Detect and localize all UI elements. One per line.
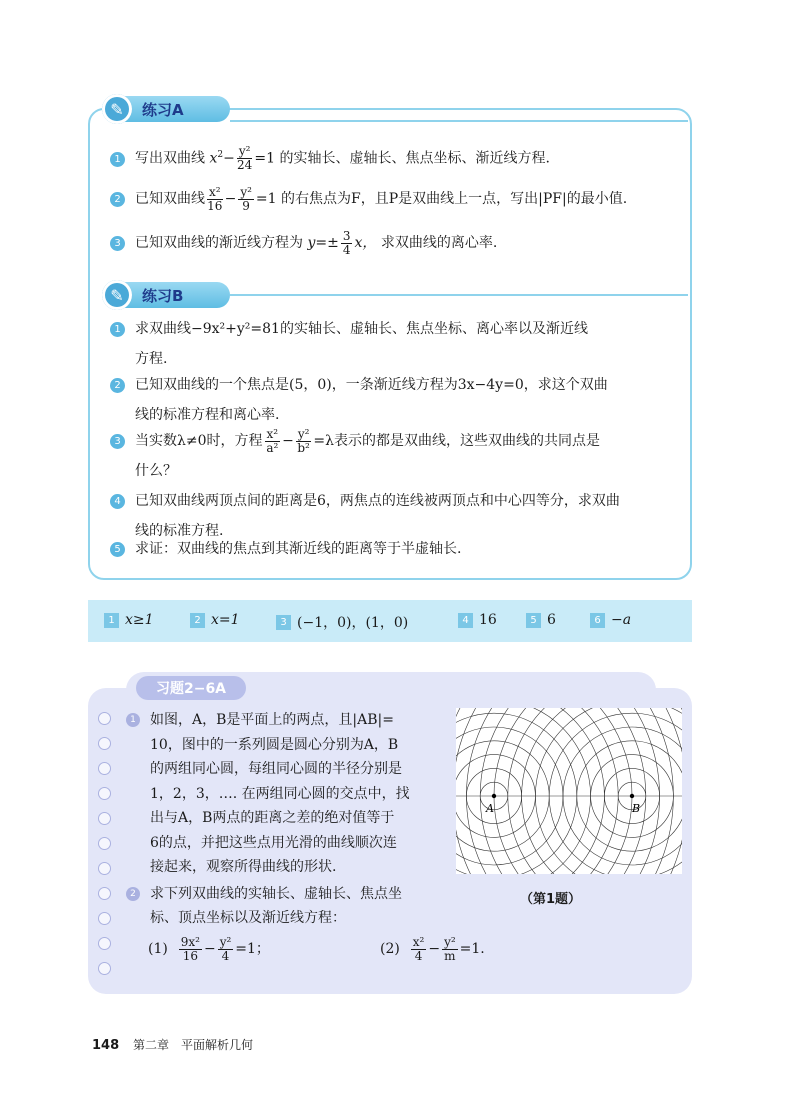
practice-a-divider <box>230 120 688 122</box>
binder-hole <box>98 862 111 875</box>
binder-hole <box>98 937 111 950</box>
practice-b-tab <box>108 282 230 308</box>
answer-6: 6 −a <box>590 612 631 628</box>
check-pen-icon: ✎ <box>102 280 132 310</box>
answer-4: 4 16 <box>458 612 497 628</box>
fraction: $\frac{\text{9x²}}{16}$ <box>180 934 200 963</box>
binder-hole <box>98 962 111 975</box>
answer-3: 3 (−1，0)，(1，0) <box>276 612 408 632</box>
binder-hole <box>98 737 111 750</box>
fraction: $\frac{\text{y²}}{9}$ <box>240 184 252 213</box>
exercise-q1: 1 如图，A，B是平面上的两点，且|AB|= 10，图中的一系列圆是圆心分别为A，B 的两组同心圆，每组同心圆的半径分别是 1，2，3，…. 在两组同心圆的交点中，找 出与A，B两点的距离之差的绝对值等于 6的点，并把这些点用光滑的曲线顺次连 接起来，观察所得曲线的形状. <box>126 708 410 880</box>
practice-b-title: 练习B <box>142 286 184 305</box>
practice-b-divider <box>230 294 688 296</box>
practice-a-title: 练习A <box>142 100 184 119</box>
question-number-badge: 1 <box>110 152 125 167</box>
concentric-circles-figure <box>456 708 682 874</box>
binder-holes <box>98 712 111 975</box>
exercise-q2: 2 求下列双曲线的实轴长、虚轴长、焦点坐 标、顶点坐标以及渐近线方程： <box>126 882 402 930</box>
exercise-number-badge: 1 <box>126 713 140 727</box>
practice-b-q2: 2 已知双曲线的一个焦点是(5，0)，一条渐近线方程为3x−4y=0，求这个双曲 线的标准方程和离心率. <box>110 370 608 430</box>
page-number: 148 <box>92 1038 120 1053</box>
question-number-badge: 3 <box>110 434 125 449</box>
practice-b-q4: 4 已知双曲线两顶点间的距离是6，两焦点的连线被两顶点和中心四等分，求双曲 线的标准方程. <box>110 486 620 546</box>
fraction: $\frac{\text{y²}}{\text{b²}}$ <box>297 426 310 455</box>
fraction: $\frac{3}{4}$ <box>342 228 351 257</box>
binder-hole <box>98 912 111 925</box>
binder-hole <box>98 712 111 725</box>
fraction: $\frac{\text{x²}}{\text{a²}}$ <box>266 426 279 455</box>
practice-b-q5: 5 求证：双曲线的焦点到其渐近线的距离等于半虚轴长. <box>110 534 461 564</box>
exercise-title: 习题2−6A <box>136 676 246 700</box>
answer-1: 1 x≥1 <box>104 612 154 628</box>
binder-hole <box>98 837 111 850</box>
question-number-badge: 3 <box>110 236 125 251</box>
fraction: $\frac{\text{y²}}{24}$ <box>236 144 253 173</box>
question-number-badge: 2 <box>110 378 125 393</box>
practice-a-q2: 2 已知双曲线 $\frac{\text{x²}}{16}$ − $\frac{\text{y²}}{9}$ =1 的右焦点为F，且P是双曲线上一点，写出|PF|的最小值. <box>110 184 627 214</box>
figure-caption: （第1题） <box>520 892 582 907</box>
fraction: $\frac{\text{y²}}{4}$ <box>219 934 232 963</box>
fraction: $\frac{\text{x²}}{16}$ <box>207 184 223 213</box>
chapter-title: 第二章 平面解析几何 <box>132 1038 253 1052</box>
practice-a-q1: 1 写出双曲线 $x^2-$ $\frac{\text{y²}}{24}$ =1 的实轴长、虚轴长、焦点坐标、渐近线方程. <box>110 140 550 174</box>
point-a-dot <box>492 794 496 798</box>
practice-a-q3: 3 已知双曲线的渐近线方程为 y=± $\frac{3}{4}$ x， 求双曲线的离心率. <box>110 228 497 258</box>
point-a-label: A <box>486 802 494 815</box>
question-number-badge: 2 <box>110 192 125 207</box>
fraction: $\frac{\text{y²}}{m}$ <box>444 934 456 963</box>
practice-b-q1: 1 求双曲线−9x²+y²=81的实轴长、虚轴长、焦点坐标、离心率以及渐近线 方程. <box>110 314 588 374</box>
point-b-dot <box>630 794 634 798</box>
answer-2: 2 x=1 <box>190 612 240 628</box>
page-footer <box>92 1036 253 1053</box>
binder-hole <box>98 812 111 825</box>
binder-hole <box>98 887 111 900</box>
practice-b-q3: 3 当实数λ≠0时，方程 $\frac{\text{x²}}{\text{a²}}$ − $\frac{\text{y²}}{\text{b²}}$ =λ表示的都是双曲线，这些双曲线的共同点是 什么？ <box>110 426 600 486</box>
binder-hole <box>98 787 111 800</box>
practice-a-tab <box>108 96 230 122</box>
point-b-label: B <box>632 802 641 815</box>
binder-hole <box>98 762 111 775</box>
question-number-badge: 4 <box>110 494 125 509</box>
answer-5: 5 6 <box>526 612 556 628</box>
exercise-q2-part2: (2) $\frac{\text{x²}}{4}$ − $\frac{\text{y²}}{m}$ =1. <box>380 934 485 963</box>
fraction: $\frac{\text{x²}}{4}$ <box>412 934 425 963</box>
exercise-q2-part1: (1) $\frac{\text{9x²}}{16}$ − $\frac{\text{y²}}{4}$ =1； <box>148 934 270 963</box>
exercise-number-badge: 2 <box>126 887 140 901</box>
question-number-badge: 5 <box>110 542 125 557</box>
question-number-badge: 1 <box>110 322 125 337</box>
check-pen-icon: ✎ <box>102 94 132 124</box>
